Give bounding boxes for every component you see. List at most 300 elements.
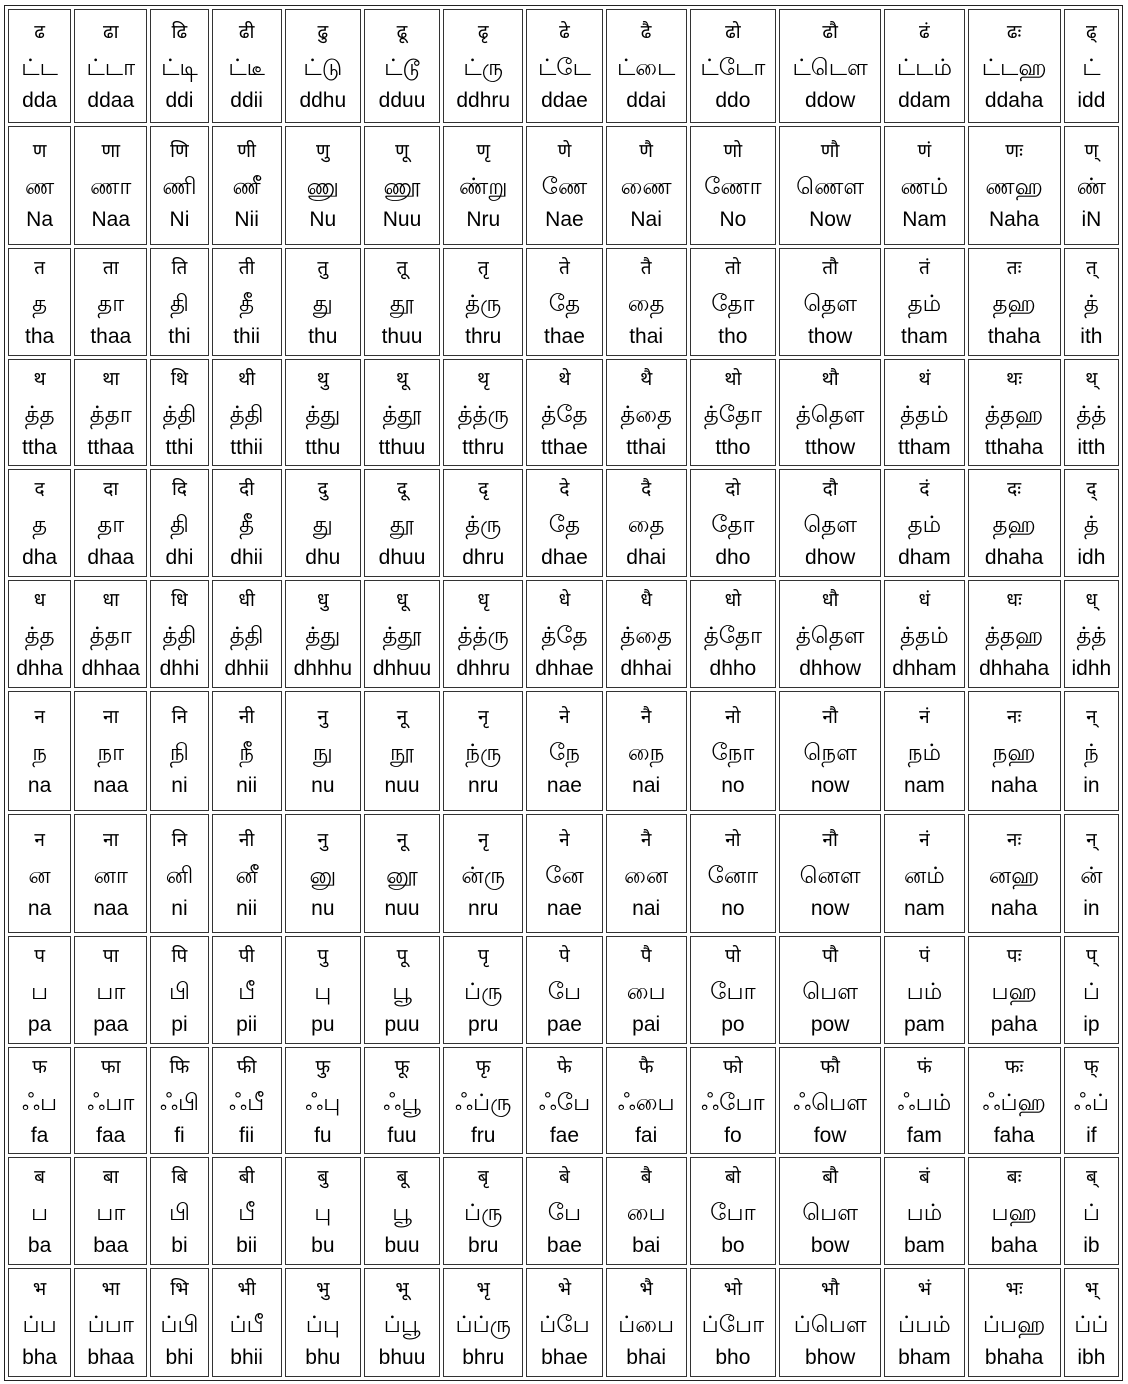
latin-transliteration: now bbox=[810, 896, 850, 920]
syllable-cell bbox=[690, 359, 776, 467]
tamil-syllable: பௌ bbox=[802, 978, 859, 1005]
latin-transliteration: fai bbox=[635, 1123, 658, 1147]
tamil-syllable: தீ bbox=[239, 512, 255, 539]
latin-transliteration: nae bbox=[546, 773, 582, 797]
tamil-syllable: பு bbox=[314, 1200, 332, 1227]
latin-transliteration: nii bbox=[236, 773, 258, 797]
syllable-cell bbox=[212, 359, 282, 467]
latin-transliteration: nuu bbox=[384, 896, 420, 920]
syllable-cell bbox=[285, 469, 361, 577]
syllable-stack bbox=[213, 1269, 281, 1376]
tamil-syllable: ஃப bbox=[22, 1089, 58, 1116]
devanagari-syllable: थः bbox=[1006, 367, 1023, 390]
syllable-cell bbox=[443, 936, 523, 1044]
devanagari-syllable: बु bbox=[317, 1166, 329, 1189]
syllable-cell bbox=[150, 248, 208, 356]
devanagari-syllable: प् bbox=[1085, 944, 1097, 967]
syllable-cell bbox=[1064, 126, 1119, 245]
devanagari-syllable: ने bbox=[559, 828, 570, 851]
syllable-stack bbox=[885, 249, 963, 355]
syllable-cell bbox=[779, 1268, 881, 1377]
latin-transliteration: ttha bbox=[22, 435, 58, 459]
tamil-syllable: ணே bbox=[541, 174, 588, 201]
devanagari-syllable: नौ bbox=[822, 705, 838, 728]
latin-transliteration: bho bbox=[715, 1345, 751, 1369]
syllable-cell bbox=[779, 469, 881, 577]
syllable-cell bbox=[364, 469, 440, 577]
syllable-cell bbox=[690, 1157, 776, 1265]
devanagari-syllable: धं bbox=[918, 588, 931, 611]
latin-transliteration: no bbox=[721, 896, 745, 920]
tamil-syllable: நோ bbox=[711, 739, 755, 766]
syllable-stack bbox=[75, 937, 146, 1043]
latin-transliteration: bi bbox=[171, 1234, 188, 1258]
syllable-stack bbox=[75, 692, 146, 810]
latin-transliteration: ddae bbox=[541, 88, 588, 112]
latin-transliteration: baha bbox=[990, 1234, 1038, 1258]
syllable-cell bbox=[8, 936, 71, 1044]
syllable-cell bbox=[212, 691, 282, 811]
syllable-cell bbox=[968, 1047, 1061, 1155]
devanagari-syllable: तृ bbox=[477, 256, 489, 279]
syllable-stack bbox=[365, 127, 439, 244]
tamil-syllable: ணூ bbox=[383, 174, 421, 201]
syllable-stack bbox=[607, 692, 686, 810]
latin-transliteration: Now bbox=[809, 208, 852, 232]
devanagari-syllable: दो bbox=[725, 478, 741, 501]
latin-transliteration: tho bbox=[718, 324, 748, 348]
syllable-stack bbox=[213, 815, 281, 932]
devanagari-syllable: नः bbox=[1006, 705, 1022, 728]
table-row bbox=[8, 359, 1119, 467]
transliteration-table bbox=[4, 5, 1123, 1381]
syllable-cell bbox=[8, 248, 71, 356]
devanagari-syllable: ध् bbox=[1085, 588, 1098, 611]
tamil-syllable: த்தி bbox=[229, 401, 264, 428]
latin-transliteration: thae bbox=[544, 324, 585, 348]
syllable-cell bbox=[285, 1047, 361, 1155]
latin-transliteration: iN bbox=[1081, 208, 1102, 232]
tamil-syllable: ஃபோ bbox=[701, 1089, 765, 1116]
syllable-cell bbox=[443, 469, 523, 577]
latin-transliteration: Nam bbox=[902, 208, 947, 232]
syllable-stack bbox=[527, 937, 601, 1043]
tamil-syllable: ஃபூ bbox=[383, 1089, 421, 1116]
syllable-stack bbox=[365, 10, 439, 122]
devanagari-syllable: थौ bbox=[821, 367, 839, 390]
syllable-stack bbox=[75, 581, 146, 687]
devanagari-syllable: भु bbox=[316, 1277, 330, 1300]
tamil-syllable: ட்டௌ bbox=[792, 54, 868, 81]
syllable-stack bbox=[607, 1158, 686, 1264]
syllable-stack bbox=[885, 360, 963, 466]
syllable-stack bbox=[75, 815, 146, 932]
latin-transliteration: ib bbox=[1083, 1234, 1100, 1258]
syllable-stack bbox=[607, 360, 686, 466]
devanagari-syllable: ढि bbox=[171, 20, 188, 43]
syllable-cell bbox=[74, 936, 147, 1044]
devanagari-syllable: धी bbox=[238, 588, 255, 611]
tamil-syllable: த்தஹ bbox=[985, 401, 1044, 428]
tamil-syllable: ஃபை bbox=[617, 1089, 675, 1116]
devanagari-syllable: फः bbox=[1004, 1055, 1024, 1078]
syllable-stack bbox=[75, 10, 146, 122]
syllable-cell bbox=[1064, 1157, 1119, 1265]
devanagari-syllable: तू bbox=[396, 256, 408, 279]
syllable-cell bbox=[285, 814, 361, 933]
tamil-syllable: ஃபம் bbox=[897, 1089, 952, 1116]
latin-transliteration: fa bbox=[30, 1123, 49, 1147]
syllable-stack bbox=[780, 815, 880, 932]
tamil-syllable: ப்பூ bbox=[383, 1311, 421, 1338]
tamil-syllable: த்தௌ bbox=[795, 401, 865, 428]
tamil-syllable: பே bbox=[547, 1200, 582, 1227]
syllable-cell bbox=[690, 126, 776, 245]
tamil-syllable: பி bbox=[168, 1200, 190, 1227]
syllable-stack bbox=[286, 692, 360, 810]
tamil-syllable: ட்டை bbox=[616, 54, 676, 81]
syllable-stack bbox=[365, 249, 439, 355]
devanagari-syllable: दौ bbox=[822, 478, 838, 501]
tamil-syllable: ட்ரு bbox=[463, 54, 504, 81]
tamil-syllable: நி bbox=[169, 739, 189, 766]
latin-transliteration: nuu bbox=[384, 773, 420, 797]
latin-transliteration: bhii bbox=[230, 1345, 263, 1369]
tamil-syllable: பஹ bbox=[991, 978, 1037, 1005]
syllable-stack bbox=[885, 127, 963, 244]
latin-transliteration: idh bbox=[1077, 546, 1106, 570]
tamil-syllable: த bbox=[32, 512, 48, 539]
syllable-stack bbox=[213, 470, 281, 576]
tamil-syllable: ப்ப்ரு bbox=[455, 1311, 511, 1338]
latin-transliteration: ibh bbox=[1077, 1345, 1106, 1369]
devanagari-syllable: द bbox=[34, 478, 45, 501]
devanagari-syllable: धू bbox=[396, 588, 408, 611]
devanagari-syllable: नै bbox=[640, 705, 652, 728]
tamil-syllable: ணை bbox=[620, 174, 672, 201]
tamil-syllable: த்தை bbox=[620, 622, 673, 649]
syllable-stack bbox=[9, 470, 70, 576]
latin-transliteration: dhhae bbox=[535, 656, 594, 680]
latin-transliteration: itth bbox=[1077, 435, 1106, 459]
tamil-syllable: த்தம் bbox=[900, 622, 949, 649]
devanagari-syllable: तै bbox=[640, 256, 652, 279]
latin-transliteration: dhii bbox=[230, 546, 263, 570]
tamil-syllable: ணு bbox=[306, 174, 339, 201]
tamil-syllable: ட் bbox=[1082, 54, 1101, 81]
latin-transliteration: thaa bbox=[90, 324, 132, 348]
syllable-stack bbox=[444, 470, 522, 576]
syllable-stack bbox=[607, 937, 686, 1043]
syllable-cell bbox=[526, 580, 602, 688]
devanagari-syllable: फु bbox=[315, 1055, 331, 1078]
tamil-syllable: போ bbox=[710, 1200, 756, 1227]
syllable-stack bbox=[607, 10, 686, 122]
syllable-cell bbox=[212, 1268, 282, 1377]
syllable-stack bbox=[780, 470, 880, 576]
syllable-cell bbox=[443, 580, 523, 688]
syllable-stack bbox=[444, 815, 522, 932]
devanagari-syllable: ढी bbox=[238, 20, 255, 43]
tamil-syllable: த் bbox=[1083, 512, 1099, 539]
devanagari-syllable: फि bbox=[169, 1055, 190, 1078]
latin-transliteration: ip bbox=[1083, 1012, 1100, 1036]
tamil-syllable: பௌ bbox=[802, 1200, 859, 1227]
devanagari-syllable: थ bbox=[33, 367, 46, 390]
syllable-stack bbox=[969, 581, 1060, 687]
syllable-stack bbox=[151, 581, 207, 687]
latin-transliteration: Nru bbox=[466, 208, 501, 232]
latin-transliteration: bo bbox=[721, 1234, 745, 1258]
syllable-cell bbox=[526, 248, 602, 356]
tamil-syllable: தா bbox=[97, 290, 125, 317]
syllable-stack bbox=[885, 470, 963, 576]
devanagari-syllable: फी bbox=[236, 1055, 257, 1078]
syllable-cell bbox=[74, 1157, 147, 1265]
latin-transliteration: tham bbox=[901, 324, 948, 348]
syllable-stack bbox=[9, 692, 70, 810]
tamil-syllable: தி bbox=[170, 290, 189, 317]
latin-transliteration: po bbox=[721, 1012, 745, 1036]
tamil-syllable: நே bbox=[548, 739, 580, 766]
devanagari-syllable: धः bbox=[1006, 588, 1022, 611]
devanagari-syllable: प bbox=[34, 944, 45, 967]
latin-transliteration: dhaha bbox=[984, 546, 1044, 570]
syllable-stack bbox=[969, 1048, 1060, 1154]
syllable-stack bbox=[969, 10, 1060, 122]
syllable-stack bbox=[691, 1269, 775, 1376]
tamil-syllable: பு bbox=[314, 978, 332, 1005]
syllable-stack bbox=[691, 360, 775, 466]
devanagari-syllable: फौ bbox=[820, 1055, 840, 1078]
syllable-cell bbox=[884, 814, 964, 933]
devanagari-syllable: थी bbox=[238, 367, 256, 390]
devanagari-syllable: ण् bbox=[1084, 140, 1099, 163]
syllable-cell bbox=[884, 126, 964, 245]
latin-transliteration: bae bbox=[546, 1234, 582, 1258]
syllable-cell bbox=[1064, 814, 1119, 933]
tamil-syllable: ஃபு bbox=[305, 1089, 341, 1116]
syllable-stack bbox=[527, 692, 601, 810]
syllable-cell bbox=[779, 691, 881, 811]
syllable-cell bbox=[1064, 248, 1119, 356]
tamil-syllable: தை bbox=[627, 512, 665, 539]
latin-transliteration: tthai bbox=[626, 435, 666, 459]
devanagari-syllable: न् bbox=[1086, 705, 1097, 728]
syllable-cell bbox=[212, 9, 282, 123]
syllable-cell bbox=[212, 1047, 282, 1155]
latin-transliteration: faha bbox=[993, 1123, 1035, 1147]
syllable-stack bbox=[213, 360, 281, 466]
syllable-cell bbox=[364, 1047, 440, 1155]
tamil-syllable: ட்டி bbox=[161, 54, 198, 81]
devanagari-syllable: भ bbox=[32, 1277, 47, 1300]
tamil-syllable: ஃப்ரு bbox=[455, 1089, 512, 1116]
syllable-cell bbox=[779, 248, 881, 356]
latin-transliteration: idhh bbox=[1071, 656, 1112, 680]
tamil-syllable: ண் bbox=[1076, 174, 1107, 201]
tamil-syllable: த்தா bbox=[89, 401, 132, 428]
devanagari-syllable: धृ bbox=[477, 588, 490, 611]
latin-transliteration: ddow bbox=[805, 88, 856, 112]
tamil-syllable: த்தே bbox=[541, 401, 588, 428]
latin-transliteration: bha bbox=[22, 1345, 58, 1369]
devanagari-syllable: थं bbox=[918, 367, 931, 390]
devanagari-syllable: ढः bbox=[1006, 20, 1022, 43]
tamil-syllable: ணா bbox=[90, 174, 132, 201]
latin-transliteration: bai bbox=[632, 1234, 661, 1258]
devanagari-syllable: नै bbox=[640, 828, 652, 851]
syllable-stack bbox=[444, 127, 522, 244]
latin-transliteration: dhha bbox=[16, 656, 63, 680]
devanagari-syllable: णौ bbox=[820, 140, 840, 163]
latin-transliteration: fam bbox=[906, 1123, 942, 1147]
tamil-syllable: ஃபௌ bbox=[793, 1089, 868, 1116]
syllable-stack bbox=[607, 815, 686, 932]
latin-transliteration: No bbox=[719, 208, 747, 232]
latin-transliteration: ith bbox=[1080, 324, 1103, 348]
syllable-stack bbox=[75, 470, 146, 576]
latin-transliteration: tthu bbox=[305, 435, 341, 459]
syllable-cell bbox=[1064, 1047, 1119, 1155]
devanagari-syllable: भो bbox=[723, 1277, 743, 1300]
syllable-stack bbox=[885, 1048, 963, 1154]
syllable-cell bbox=[606, 814, 687, 933]
syllable-stack bbox=[1065, 1158, 1118, 1264]
tamil-syllable: ஃப் bbox=[1073, 1089, 1109, 1116]
devanagari-syllable: नि bbox=[171, 705, 188, 728]
syllable-stack bbox=[151, 127, 207, 244]
syllable-cell bbox=[285, 1157, 361, 1265]
syllable-stack bbox=[444, 1158, 522, 1264]
latin-transliteration: tthaa bbox=[87, 435, 135, 459]
latin-transliteration: bhaha bbox=[984, 1345, 1044, 1369]
syllable-cell bbox=[968, 936, 1061, 1044]
tamil-syllable: ந் bbox=[1083, 739, 1099, 766]
devanagari-syllable: फृ bbox=[475, 1055, 491, 1078]
syllable-stack bbox=[1065, 692, 1118, 810]
syllable-cell bbox=[690, 1268, 776, 1377]
tamil-syllable: த்தி bbox=[229, 622, 264, 649]
latin-transliteration: dhham bbox=[892, 656, 957, 680]
devanagari-syllable: भै bbox=[639, 1277, 653, 1300]
latin-transliteration: thuu bbox=[381, 324, 423, 348]
devanagari-syllable: णू bbox=[395, 140, 409, 163]
syllable-stack bbox=[885, 10, 963, 122]
tamil-syllable: ணோ bbox=[704, 174, 762, 201]
tamil-syllable: பி bbox=[168, 978, 190, 1005]
latin-transliteration: Nuu bbox=[382, 208, 422, 232]
syllable-cell bbox=[526, 936, 602, 1044]
syllable-cell bbox=[364, 691, 440, 811]
devanagari-syllable: भि bbox=[170, 1277, 189, 1300]
latin-transliteration: paha bbox=[990, 1012, 1038, 1036]
tamil-syllable: ப்பீ bbox=[229, 1311, 264, 1338]
syllable-cell bbox=[150, 1047, 208, 1155]
devanagari-syllable: पं bbox=[918, 944, 930, 967]
syllable-stack bbox=[286, 1158, 360, 1264]
syllable-stack bbox=[527, 10, 601, 122]
latin-transliteration: nru bbox=[468, 773, 499, 797]
latin-transliteration: dduu bbox=[378, 88, 426, 112]
tamil-syllable: பம் bbox=[906, 978, 943, 1005]
tamil-syllable: பா bbox=[96, 978, 126, 1005]
latin-transliteration: if bbox=[1086, 1123, 1097, 1147]
syllable-cell bbox=[884, 580, 964, 688]
devanagari-syllable: दे bbox=[559, 478, 570, 501]
syllable-cell bbox=[8, 1157, 71, 1265]
syllable-stack bbox=[527, 1158, 601, 1264]
latin-transliteration: tthii bbox=[230, 435, 263, 459]
syllable-cell bbox=[606, 9, 687, 123]
devanagari-syllable: णे bbox=[557, 140, 572, 163]
latin-transliteration: fru bbox=[470, 1123, 496, 1147]
latin-transliteration: ba bbox=[27, 1234, 52, 1258]
tamil-syllable: தி bbox=[170, 512, 189, 539]
syllable-cell bbox=[690, 936, 776, 1044]
tamil-syllable: ண்று bbox=[458, 174, 508, 201]
tamil-syllable: த bbox=[32, 290, 48, 317]
devanagari-syllable: भौ bbox=[821, 1277, 840, 1300]
syllable-stack bbox=[151, 470, 207, 576]
syllable-stack bbox=[365, 692, 439, 810]
syllable-cell bbox=[443, 1047, 523, 1155]
syllable-stack bbox=[75, 1048, 146, 1154]
latin-transliteration: ttham bbox=[898, 435, 951, 459]
tamil-syllable: ப்பை bbox=[618, 1311, 675, 1338]
syllable-cell bbox=[285, 936, 361, 1044]
devanagari-syllable: ति bbox=[171, 256, 188, 279]
tamil-syllable: த்து bbox=[305, 622, 341, 649]
devanagari-syllable: ढृ bbox=[477, 20, 489, 43]
tamil-syllable: ப bbox=[31, 1200, 49, 1227]
tamil-syllable: த்ரு bbox=[465, 290, 502, 317]
syllable-cell bbox=[606, 1268, 687, 1377]
syllable-cell bbox=[8, 359, 71, 467]
syllable-cell bbox=[443, 359, 523, 467]
tamil-syllable: த்தா bbox=[89, 622, 132, 649]
latin-transliteration: ddo bbox=[715, 88, 751, 112]
syllable-stack bbox=[691, 127, 775, 244]
latin-transliteration: bhaa bbox=[87, 1345, 135, 1369]
syllable-stack bbox=[780, 10, 880, 122]
devanagari-syllable: ना bbox=[103, 828, 119, 851]
tamil-syllable: தூ bbox=[389, 512, 415, 539]
syllable-stack bbox=[213, 249, 281, 355]
devanagari-syllable: नौ bbox=[822, 828, 838, 851]
syllable-cell bbox=[74, 469, 147, 577]
syllable-cell bbox=[1064, 9, 1119, 123]
syllable-cell bbox=[212, 936, 282, 1044]
syllable-cell bbox=[779, 359, 881, 467]
syllable-cell bbox=[74, 359, 147, 467]
syllable-stack bbox=[691, 692, 775, 810]
latin-transliteration: dhu bbox=[305, 546, 341, 570]
syllable-cell bbox=[606, 126, 687, 245]
devanagari-syllable: थू bbox=[395, 367, 409, 390]
latin-transliteration: bu bbox=[311, 1234, 335, 1258]
devanagari-syllable: थे bbox=[558, 367, 571, 390]
latin-transliteration: bhow bbox=[805, 1345, 856, 1369]
tamil-syllable: தோ bbox=[711, 512, 755, 539]
syllable-stack bbox=[151, 360, 207, 466]
syllable-cell bbox=[8, 126, 71, 245]
tamil-syllable: ட்டு bbox=[303, 54, 343, 81]
latin-transliteration: bhae bbox=[541, 1345, 588, 1369]
syllable-stack bbox=[365, 581, 439, 687]
latin-transliteration: in bbox=[1083, 896, 1100, 920]
devanagari-syllable: भे bbox=[557, 1277, 572, 1300]
